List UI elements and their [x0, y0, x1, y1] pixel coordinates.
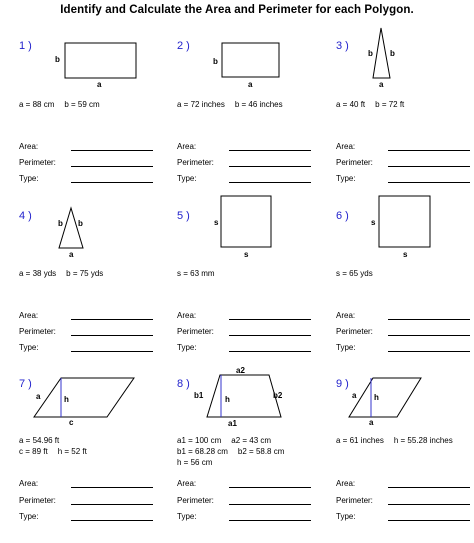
area-answer-line[interactable]: [177, 479, 311, 488]
base-label: c: [69, 418, 74, 427]
height-label: h: [225, 395, 230, 404]
type-blank[interactable]: [229, 174, 311, 183]
right-side-label: b: [390, 49, 395, 58]
triangle-figure: [336, 40, 474, 100]
dimension-value: b = 75 yds: [66, 269, 104, 278]
perimeter-label: Perimeter:: [177, 496, 214, 505]
problem-6: [336, 210, 474, 375]
dimension-value: h = 52 ft: [57, 447, 87, 456]
dimension-value: a1 = 100 cm: [177, 436, 222, 445]
area-blank[interactable]: [71, 311, 153, 320]
triangle-shape: [59, 208, 83, 248]
right-side-label: b2: [273, 391, 283, 400]
dimension-value: s = 63 mm: [177, 269, 215, 278]
base-label: s: [403, 250, 408, 259]
parallelogram-shape: [349, 378, 421, 417]
area-blank[interactable]: [229, 142, 311, 151]
dimension-value: b = 72 ft: [375, 100, 405, 109]
height-label: h: [64, 395, 69, 404]
area-blank[interactable]: [388, 311, 470, 320]
area-label: Area:: [336, 311, 356, 320]
rectangle-shape: [65, 43, 136, 78]
rectangle-shape: [222, 43, 279, 77]
area-answer-line[interactable]: [177, 311, 311, 320]
area-blank[interactable]: [229, 479, 311, 488]
perimeter-answer-line[interactable]: [19, 158, 153, 167]
side-label: s: [371, 218, 376, 227]
problem-number: 5 ): [177, 210, 190, 222]
perimeter-answer-line[interactable]: [336, 327, 470, 336]
bottom-base-label: a1: [228, 419, 237, 428]
area-answer-line[interactable]: [336, 142, 470, 151]
problem-number: 8 ): [177, 378, 190, 390]
height-label: h: [374, 393, 379, 402]
top-base-label: a2: [236, 366, 245, 375]
perimeter-label: Perimeter:: [177, 327, 214, 336]
problem-number: 4 ): [19, 210, 32, 222]
type-label: Type:: [177, 512, 197, 521]
type-answer-line[interactable]: [19, 343, 153, 352]
perimeter-answer-line[interactable]: [177, 327, 311, 336]
base-label: a: [379, 80, 384, 89]
problem-number: 9 ): [336, 378, 349, 390]
dimensions: [177, 99, 293, 110]
perimeter-label: Perimeter:: [336, 327, 373, 336]
dimension-value: s = 65 yds: [336, 269, 373, 278]
perimeter-answer-line[interactable]: [336, 158, 470, 167]
dimension-value: b = 46 inches: [234, 100, 283, 109]
problem-9: [336, 378, 474, 543]
perimeter-label: Perimeter:: [336, 158, 373, 167]
right-side-label: b: [78, 219, 83, 228]
perimeter-label: Perimeter:: [336, 496, 373, 505]
dimension-value: a = 88 cm: [19, 100, 55, 109]
type-blank[interactable]: [388, 343, 470, 352]
perimeter-blank[interactable]: [229, 327, 311, 336]
problem-3: [336, 40, 474, 205]
trapezoid-figure: [177, 366, 327, 438]
perimeter-blank[interactable]: [388, 158, 470, 167]
dimension-value: a2 = 43 cm: [231, 436, 272, 445]
perimeter-blank[interactable]: [388, 327, 470, 336]
dimensions: [336, 435, 463, 446]
dimensions: [336, 99, 414, 110]
area-label: Area:: [19, 142, 39, 151]
parallelogram-figure: [336, 378, 474, 438]
perimeter-blank[interactable]: [71, 496, 153, 505]
side-label: b: [55, 55, 60, 64]
area-answer-line[interactable]: [19, 142, 153, 151]
dimensions: [19, 99, 110, 110]
perimeter-label: Perimeter:: [19, 158, 56, 167]
dimensions: [19, 268, 113, 279]
square-figure: [336, 210, 474, 270]
problem-number: 7 ): [19, 378, 32, 390]
triangle-shape: [373, 28, 390, 78]
type-blank[interactable]: [71, 343, 153, 352]
problem-7: [19, 378, 169, 543]
left-side-label: b: [58, 219, 63, 228]
dimension-value: b2 = 58.8 cm: [237, 447, 285, 456]
problem-number: 2 ): [177, 40, 190, 52]
rectangle-figure: [177, 40, 327, 100]
type-blank[interactable]: [229, 512, 311, 521]
area-label: Area:: [336, 142, 356, 151]
left-side-label: b: [368, 49, 373, 58]
dimension-value: a = 40 ft: [336, 100, 366, 109]
type-answer-line[interactable]: [19, 174, 153, 183]
perimeter-label: Perimeter:: [177, 158, 214, 167]
area-label: Area:: [177, 142, 197, 151]
side-label: b: [213, 57, 218, 66]
area-blank[interactable]: [388, 479, 470, 488]
area-label: Area:: [336, 479, 356, 488]
rectangle-figure: [19, 40, 169, 100]
side-label: a: [36, 392, 41, 401]
base-label: a: [97, 80, 102, 89]
type-blank[interactable]: [229, 343, 311, 352]
type-label: Type:: [336, 512, 356, 521]
worksheet-title: Identify and Calculate the Area and Perimeter for each Polygon.: [60, 4, 414, 16]
type-label: Type:: [177, 174, 197, 183]
dimension-value: b1 = 68.28 cm: [177, 447, 228, 456]
type-answer-line[interactable]: [177, 512, 311, 521]
problem-number: 6 ): [336, 210, 349, 222]
problem-4: [19, 210, 169, 375]
area-label: Area:: [19, 479, 39, 488]
problem-8: [177, 366, 327, 543]
perimeter-blank[interactable]: [388, 496, 470, 505]
type-blank[interactable]: [388, 174, 470, 183]
dimension-value: b = 59 cm: [64, 100, 100, 109]
perimeter-answer-line[interactable]: [177, 158, 311, 167]
problem-number: 3 ): [336, 40, 349, 52]
dimension-value: h = 55.28 inches: [393, 436, 453, 445]
area-answer-line[interactable]: [336, 479, 470, 488]
type-label: Type:: [19, 174, 39, 183]
area-label: Area:: [19, 311, 39, 320]
type-answer-line[interactable]: [336, 343, 470, 352]
type-label: Type:: [177, 343, 197, 352]
type-label: Type:: [336, 174, 356, 183]
dimensions: [177, 268, 225, 279]
base-label: a: [69, 250, 74, 259]
area-label: Area:: [177, 479, 197, 488]
side-label: a: [352, 391, 357, 400]
perimeter-answer-line[interactable]: [336, 496, 470, 505]
area-blank[interactable]: [71, 142, 153, 151]
dimension-value: a = 38 yds: [19, 269, 57, 278]
perimeter-blank[interactable]: [229, 496, 311, 505]
parallelogram-shape: [34, 378, 134, 417]
problem-1: [19, 40, 169, 205]
problem-5: [177, 210, 327, 375]
base-label: a: [248, 80, 253, 89]
area-answer-line[interactable]: [336, 311, 470, 320]
problem-2: [177, 40, 327, 205]
perimeter-label: Perimeter:: [19, 327, 56, 336]
type-blank[interactable]: [71, 512, 153, 521]
triangle-figure: [19, 210, 169, 270]
perimeter-label: Perimeter:: [19, 496, 56, 505]
type-answer-line[interactable]: [336, 174, 470, 183]
dimensions: [177, 435, 294, 468]
perimeter-answer-line[interactable]: [19, 496, 153, 505]
dimension-value: h = 56 cm: [177, 458, 213, 467]
type-blank[interactable]: [71, 174, 153, 183]
perimeter-blank[interactable]: [71, 158, 153, 167]
base-label: a: [369, 418, 374, 427]
dimension-value: a = 72 inches: [177, 100, 225, 109]
area-answer-line[interactable]: [177, 142, 311, 151]
left-side-label: b1: [194, 391, 204, 400]
area-answer-line[interactable]: [19, 479, 153, 488]
area-blank[interactable]: [229, 311, 311, 320]
trapezoid-shape: [207, 375, 281, 417]
perimeter-blank[interactable]: [71, 327, 153, 336]
area-blank[interactable]: [71, 479, 153, 488]
square-figure: [177, 210, 327, 270]
type-label: Type:: [19, 343, 39, 352]
type-label: Type:: [336, 343, 356, 352]
type-answer-line[interactable]: [19, 512, 153, 521]
side-label: s: [214, 218, 219, 227]
base-label: s: [244, 250, 249, 259]
perimeter-answer-line[interactable]: [19, 327, 153, 336]
type-answer-line[interactable]: [177, 343, 311, 352]
parallelogram-figure: [19, 378, 169, 438]
problem-number: 1 ): [19, 40, 32, 52]
type-answer-line[interactable]: [336, 512, 470, 521]
dimension-value: a = 61 inches: [336, 436, 384, 445]
area-label: Area:: [177, 311, 197, 320]
perimeter-answer-line[interactable]: [177, 496, 311, 505]
dimension-value: a = 54.96 ft: [19, 436, 60, 445]
dimensions: [336, 268, 383, 279]
area-blank[interactable]: [388, 142, 470, 151]
type-label: Type:: [19, 512, 39, 521]
dimensions: [19, 435, 97, 457]
perimeter-blank[interactable]: [229, 158, 311, 167]
dimension-value: c = 89 ft: [19, 447, 48, 456]
type-answer-line[interactable]: [177, 174, 311, 183]
type-blank[interactable]: [388, 512, 470, 521]
area-answer-line[interactable]: [19, 311, 153, 320]
